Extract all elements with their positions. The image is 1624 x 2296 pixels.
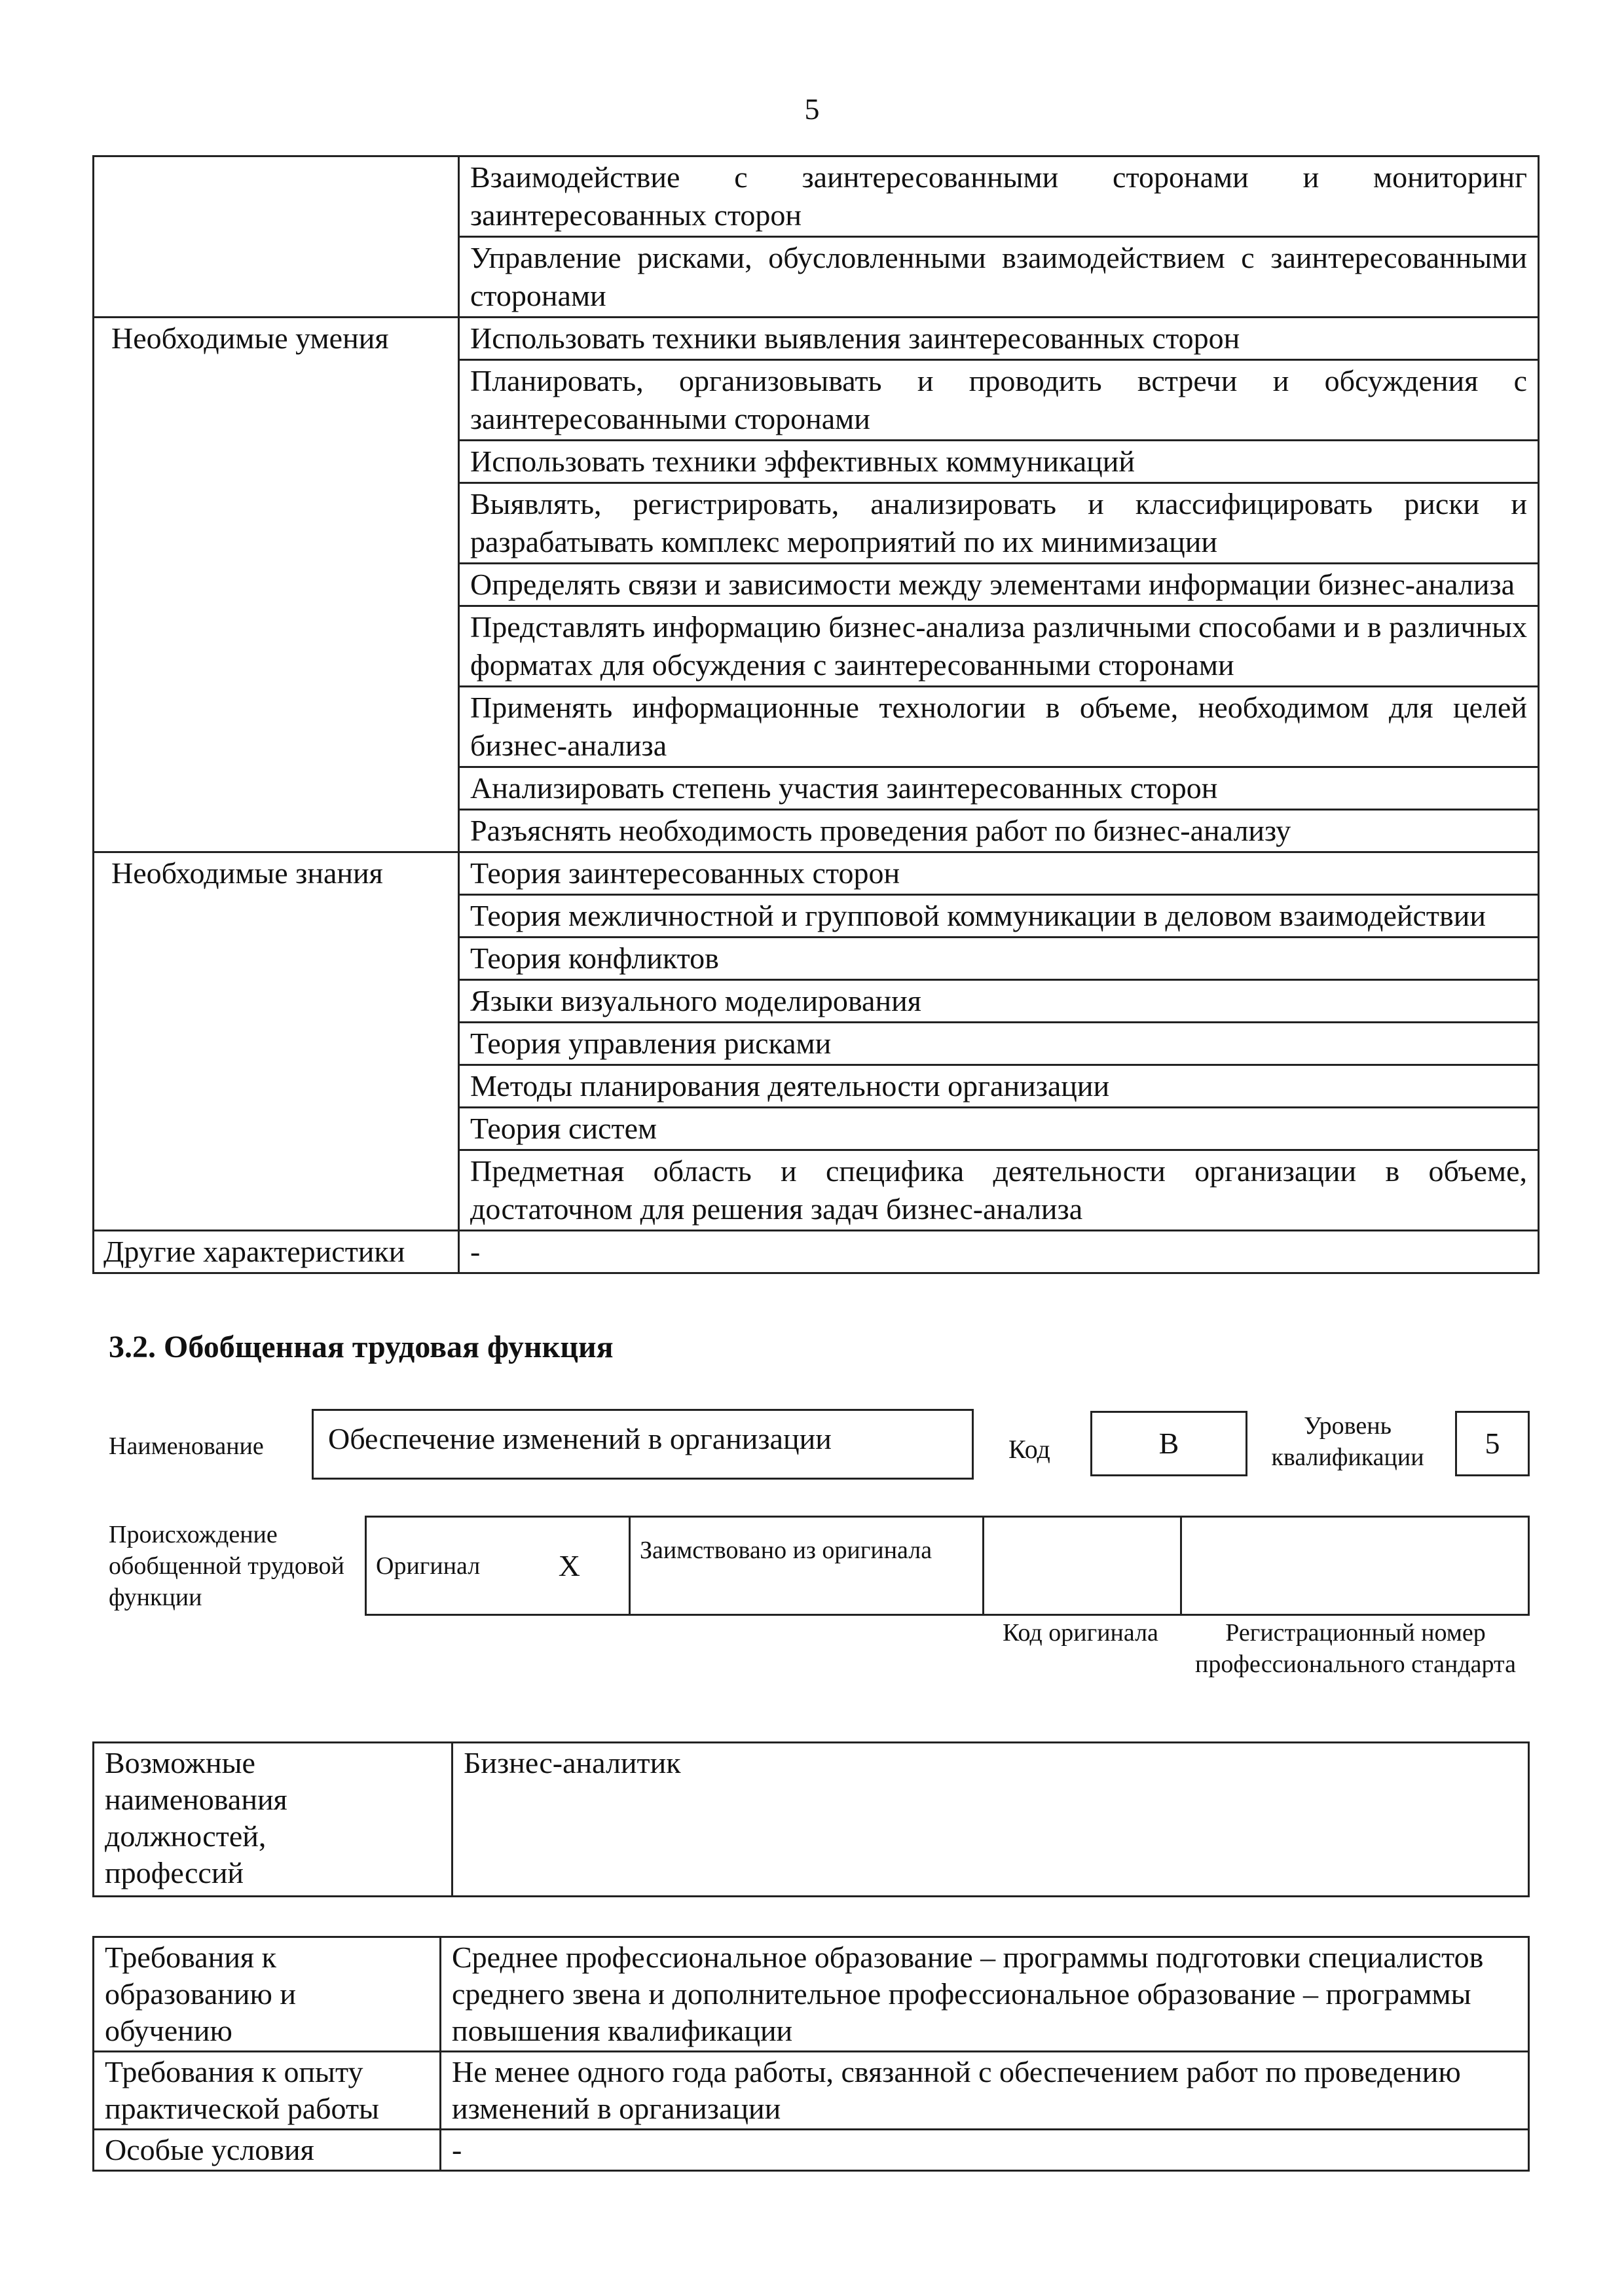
row-text: Теория межличностной и групповой коммуникации в деловом взаимодействии [459,895,1539,938]
original-code-cell [984,1517,1181,1615]
row-text: - [459,1231,1539,1273]
row-text: Языки визуального моделирования [459,980,1539,1023]
row-text: Взаимодействие с заинтересованными сторонами и мониторинг заинтересованных сторон [459,156,1539,237]
requirements-table [92,1936,1530,2172]
row-label-knowledge: Необходимые знания [94,852,459,1231]
table-row [94,2052,1529,2130]
row-text: Использовать техники выявления заинтересованных сторон [459,318,1539,360]
registration-number-cell [1181,1517,1529,1615]
req-value: Не менее одного года работы, связанной с обеспечением работ по проведению изменений в организации [441,2052,1529,2130]
level-box: 5 [1455,1411,1530,1476]
table-row [94,2130,1529,2171]
positions-table [92,1741,1530,1897]
req-value: Среднее профессиональное образование – программы подготовки специалистов среднего звена и дополнительное профессиональное образование – программы повышения квалификации [441,1937,1529,2052]
req-label: Особые условия [94,2130,441,2171]
table-row [94,1231,1539,1273]
function-name-box: Обеспечение изменений в организации [312,1409,974,1480]
section-heading: 3.2. Обобщенная трудовая функция [109,1330,614,1364]
page-number: 5 [804,92,820,126]
row-text: Методы планирования деятельности организации [459,1065,1539,1108]
table-row [94,852,1539,895]
name-label: Наименование [109,1432,264,1460]
req-value: - [441,2130,1529,2171]
row-text: Выявлять, регистрировать, анализировать и классифицировать риски и разрабатывать комплекс мероприятий по их минимизации [459,483,1539,564]
origin-table [365,1516,1530,1616]
row-text: Определять связи и зависимости между элементами информации бизнес-анализа [459,564,1539,606]
table-row [94,1937,1529,2052]
row-text: Представлять информацию бизнес-анализа различными способами и в различных форматах для обсуждения с заинтересованными сторонами [459,606,1539,687]
row-text: Применять информационные технологии в объеме, необходимом для целей бизнес-анализа [459,687,1539,767]
level-label: Уровень квалификации [1271,1412,1424,1471]
row-text: Управление рисками, обусловленными взаимодействием с заинтересованными сторонами [459,237,1539,318]
table-row [94,318,1539,360]
function-code-box: B [1090,1411,1247,1476]
row-label [94,156,459,318]
original-label: Оригинал [376,1552,481,1580]
table-row [94,156,1539,237]
positions-label: Возможные наименования должностей, профессий [94,1743,452,1897]
positions-value: Бизнес-аналитик [452,1743,1529,1897]
row-text: Теория заинтересованных сторон [459,852,1539,895]
borrowed-label: Заимствовано из оригинала [630,1517,984,1615]
original-mark: X [558,1548,580,1582]
reg-caption: Регистрационный номер профессионального стандарта [1195,1619,1516,1678]
row-text: Разъяснять необходимость проведения работ по бизнес-анализу [459,810,1539,852]
code-label: Код [1008,1434,1050,1464]
row-text: Планировать, организовывать и проводить встречи и обсуждения с заинтересованными сторонами [459,360,1539,441]
req-label: Требования к опыту практической работы [94,2052,441,2130]
table-row [94,1743,1529,1897]
origin-label: Происхождение обобщенной трудовой функции [109,1521,344,1611]
origin-original-cell [366,1517,630,1615]
row-text: Теория систем [459,1108,1539,1150]
row-text: Предметная область и специфика деятельности организации в объеме, достаточном для решения задач бизнес-анализа [459,1150,1539,1231]
req-label: Требования к образованию и обучению [94,1937,441,2052]
skills-knowledge-table [92,155,1540,1274]
row-label-other: Другие характеристики [94,1231,459,1273]
row-text: Использовать техники эффективных коммуникаций [459,441,1539,483]
row-label-skills: Необходимые умения [94,318,459,852]
row-text: Анализировать степень участия заинтересованных сторон [459,767,1539,810]
code-caption: Код оригинала [1003,1619,1158,1647]
row-text: Теория конфликтов [459,938,1539,980]
row-text: Теория управления рисками [459,1023,1539,1065]
